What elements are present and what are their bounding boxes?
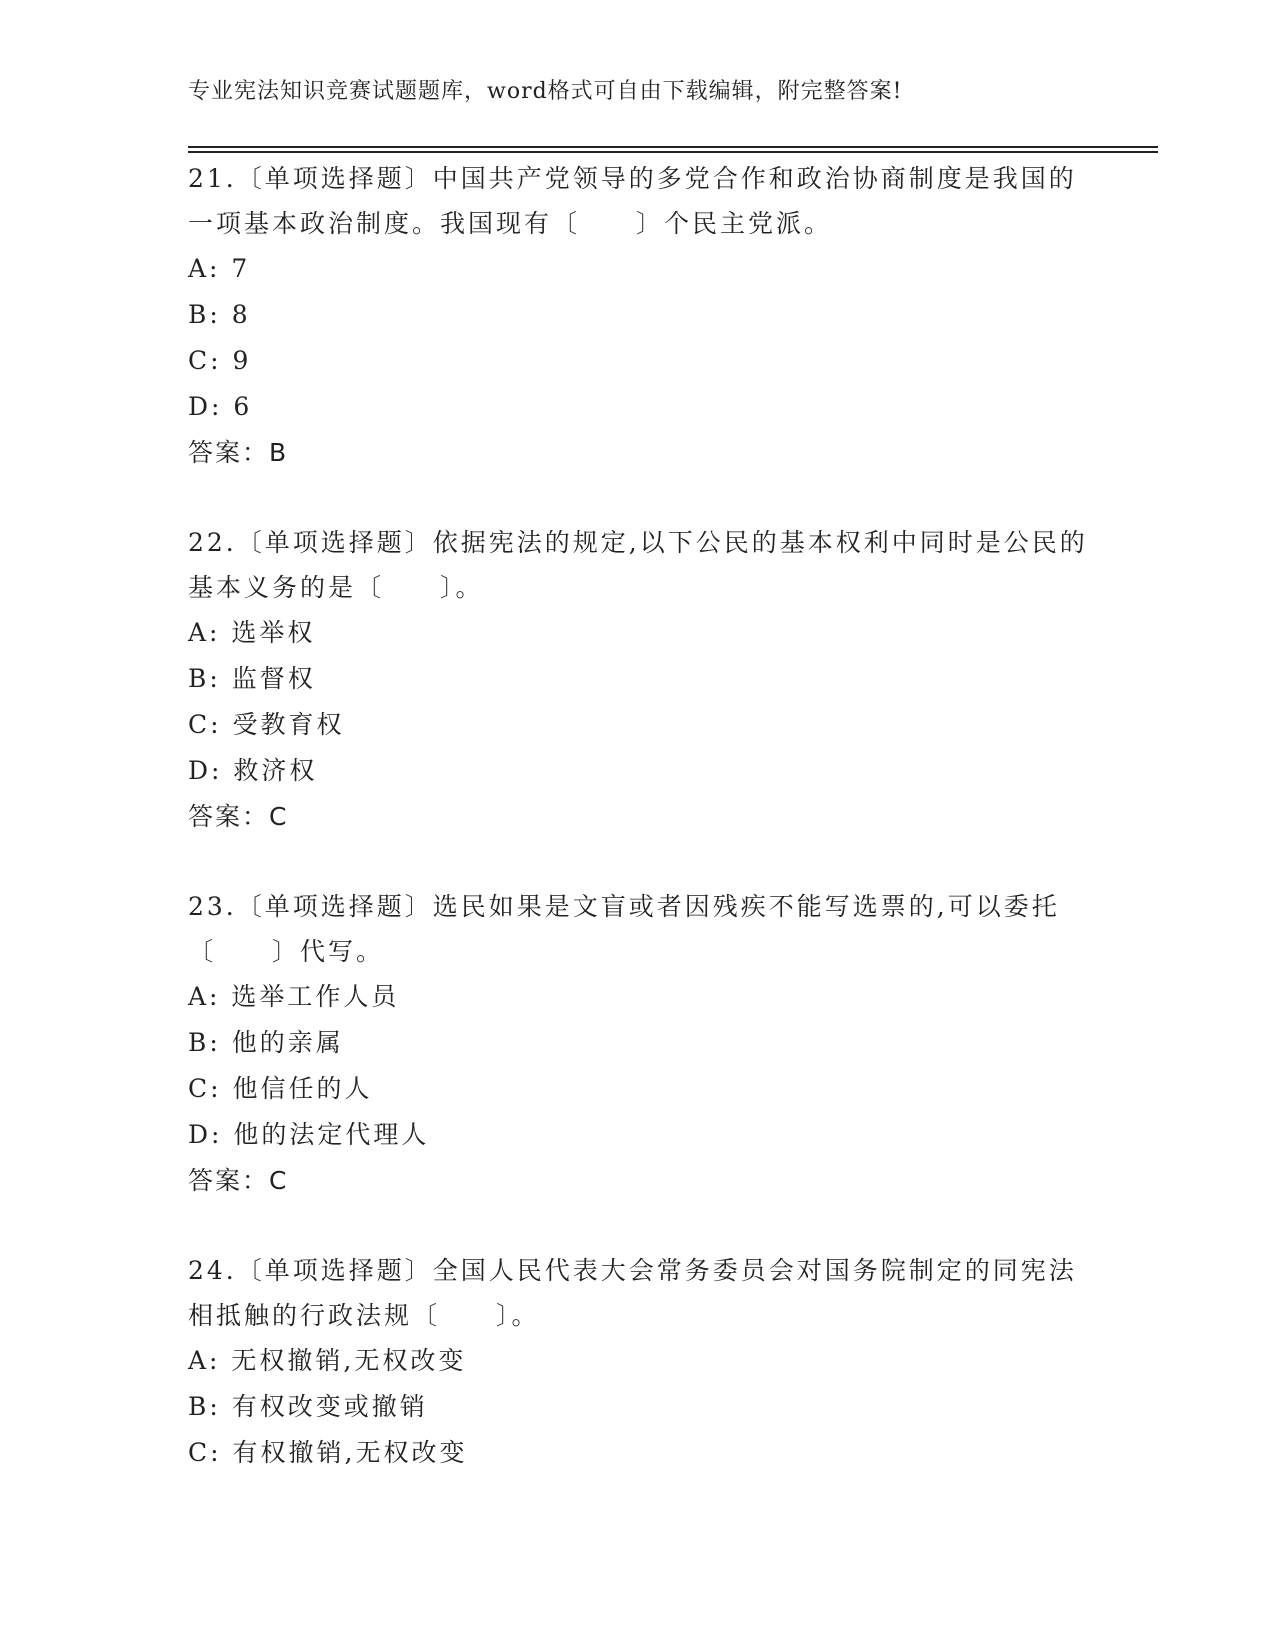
option-d: D: 6: [188, 392, 253, 421]
option-b: B: 监督权: [188, 664, 316, 693]
option-b: B: 他的亲属: [188, 1028, 344, 1057]
answer-line: 答案：C: [188, 802, 289, 831]
option-d: D: 救济权: [188, 756, 318, 785]
option-a: A: 无权撤销,无权改变: [188, 1346, 467, 1375]
option-c: C: 他信任的人: [188, 1074, 373, 1103]
question-21: [188, 156, 1088, 476]
option-a: A: 选举权: [188, 618, 316, 647]
header-divider-bottom: [188, 151, 1158, 153]
option-a: A: 7: [188, 254, 251, 283]
question-stem: 21.〔单项选择题〕中国共产党领导的多党合作和政治协商制度是我国的一项基本政治制度。我国现有〔 〕个民主党派。: [188, 164, 1077, 238]
option-a: A: 选举工作人员: [188, 982, 400, 1011]
question-24: [188, 1248, 1088, 1476]
option-b: B: 8: [188, 300, 251, 329]
question-stem: 23.〔单项选择题〕选民如果是文盲或者因残疾不能写选票的,可以委托〔 〕代写。: [188, 892, 1060, 966]
option-c: C: 受教育权: [188, 710, 345, 739]
answer-line: 答案：C: [188, 1166, 289, 1195]
header-divider-top: [188, 146, 1158, 148]
question-stem: 24.〔单项选择题〕全国人民代表大会常务委员会对国务院制定的同宪法相抵触的行政法规〔 〕。: [188, 1256, 1077, 1330]
answer-line: 答案：B: [188, 438, 289, 467]
question-22: [188, 520, 1088, 840]
question-list: [188, 156, 1088, 1520]
option-c: C: 9: [188, 346, 252, 375]
option-b: B: 有权改变或撤销: [188, 1392, 428, 1421]
document-header: 专业宪法知识竞赛试题题库，word格式可自由下载编辑，附完整答案!: [188, 79, 903, 104]
question-stem: 22.〔单项选择题〕依据宪法的规定,以下公民的基本权利中同时是公民的基本义务的是〔 〕。: [188, 528, 1088, 602]
option-d: D: 他的法定代理人: [188, 1120, 430, 1149]
question-23: [188, 884, 1088, 1204]
option-c: C: 有权撤销,无权改变: [188, 1438, 468, 1467]
